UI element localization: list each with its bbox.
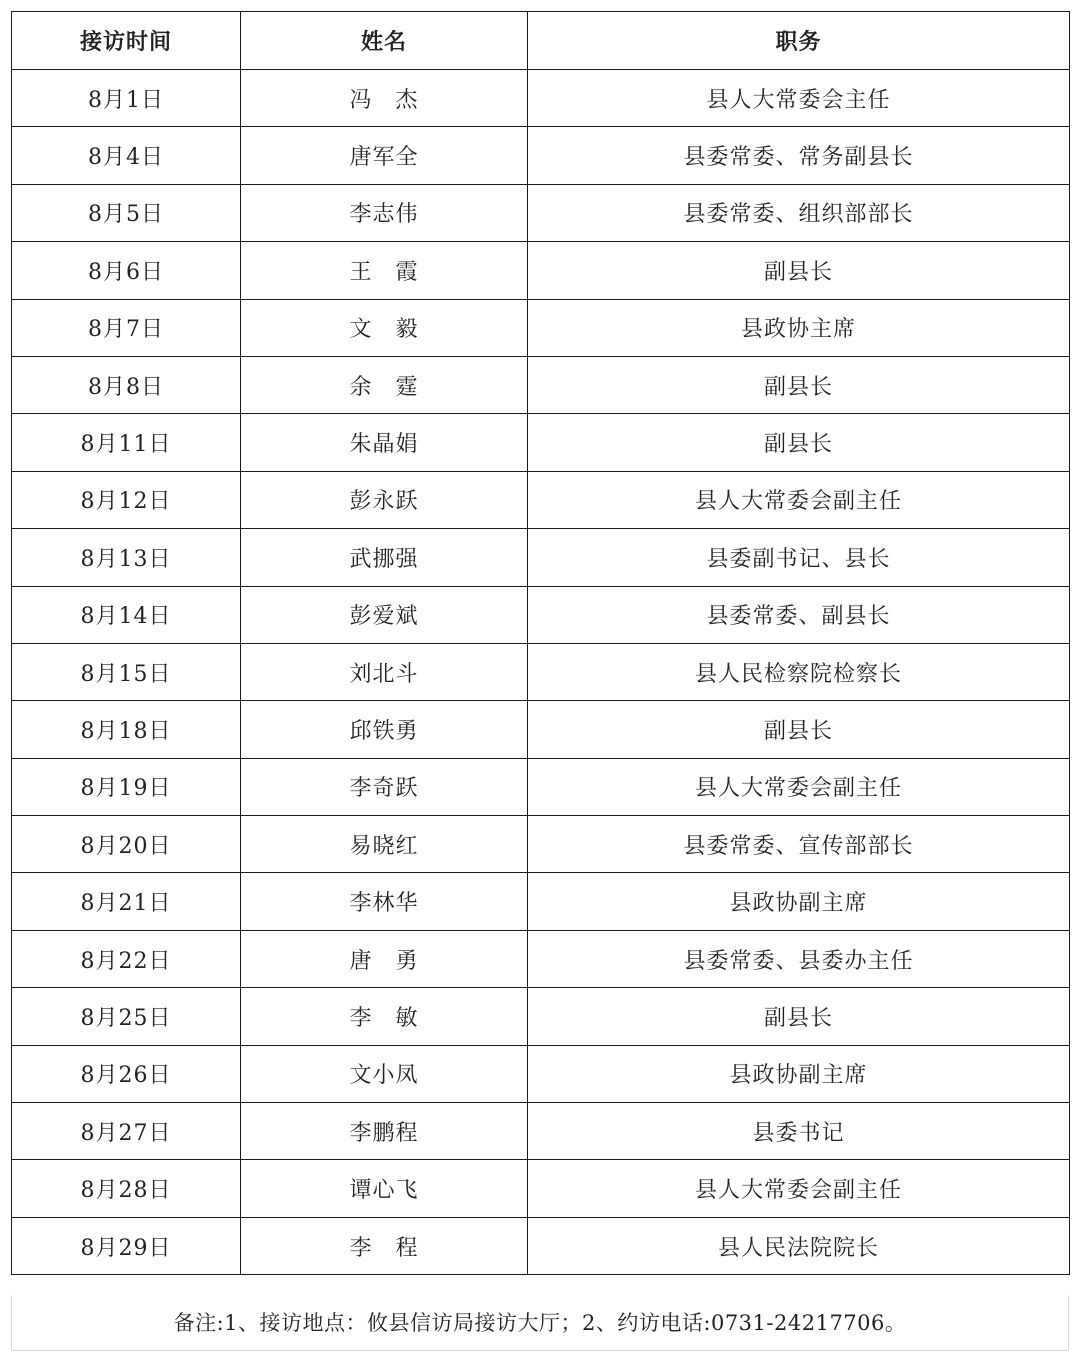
date-cell: 8月12日 bbox=[12, 471, 241, 528]
duty-cell: 县人民检察院检察长 bbox=[528, 643, 1070, 700]
duty-cell: 县委书记 bbox=[528, 1103, 1070, 1160]
date-cell: 8月18日 bbox=[12, 701, 241, 758]
name-cell: 彭爱斌 bbox=[241, 586, 528, 643]
date-cell: 8月11日 bbox=[12, 414, 241, 471]
table-row bbox=[12, 701, 1070, 758]
table-row bbox=[12, 758, 1070, 815]
table-row bbox=[12, 988, 1070, 1045]
table-row bbox=[12, 242, 1070, 299]
duty-cell: 县人大常委会主任 bbox=[528, 70, 1070, 127]
schedule-sheet bbox=[11, 11, 1069, 1275]
duty-cell: 县人大常委会副主任 bbox=[528, 471, 1070, 528]
name-cell: 李志伟 bbox=[241, 184, 528, 241]
name-cell: 武挪强 bbox=[241, 529, 528, 586]
duty-cell: 县委副书记、县长 bbox=[528, 529, 1070, 586]
name-cell: 谭心飞 bbox=[241, 1160, 528, 1217]
duty-cell: 县委常委、宣传部部长 bbox=[528, 816, 1070, 873]
duty-cell: 县人大常委会副主任 bbox=[528, 758, 1070, 815]
table-row bbox=[12, 299, 1070, 356]
date-cell: 8月19日 bbox=[12, 758, 241, 815]
duty-cell: 副县长 bbox=[528, 701, 1070, 758]
table-row bbox=[12, 1103, 1070, 1160]
name-cell: 李林华 bbox=[241, 873, 528, 930]
duty-cell: 县委常委、常务副县长 bbox=[528, 127, 1070, 184]
header-row bbox=[12, 12, 1070, 70]
name-cell: 文小凤 bbox=[241, 1045, 528, 1102]
date-cell: 8月1日 bbox=[12, 70, 241, 127]
table-row bbox=[12, 816, 1070, 873]
date-cell: 8月15日 bbox=[12, 643, 241, 700]
table-row bbox=[12, 471, 1070, 528]
date-cell: 8月8日 bbox=[12, 356, 241, 413]
table-row bbox=[12, 184, 1070, 241]
duty-cell: 县政协副主席 bbox=[528, 873, 1070, 930]
date-cell: 8月21日 bbox=[12, 873, 241, 930]
date-cell: 8月7日 bbox=[12, 299, 241, 356]
duty-cell: 副县长 bbox=[528, 356, 1070, 413]
date-cell: 8月28日 bbox=[12, 1160, 241, 1217]
table-row bbox=[12, 529, 1070, 586]
table-row bbox=[12, 1045, 1070, 1102]
duty-cell: 县人大常委会副主任 bbox=[528, 1160, 1070, 1217]
duty-cell: 副县长 bbox=[528, 242, 1070, 299]
table-row bbox=[12, 356, 1070, 413]
reception-schedule-table bbox=[11, 11, 1070, 1275]
duty-cell: 副县长 bbox=[528, 988, 1070, 1045]
table-row bbox=[12, 127, 1070, 184]
date-cell: 8月25日 bbox=[12, 988, 241, 1045]
table-row bbox=[12, 930, 1070, 987]
name-cell: 李奇跃 bbox=[241, 758, 528, 815]
date-cell: 8月27日 bbox=[12, 1103, 241, 1160]
header-date: 接访时间 bbox=[12, 12, 241, 70]
duty-cell: 县政协副主席 bbox=[528, 1045, 1070, 1102]
date-cell: 8月22日 bbox=[12, 930, 241, 987]
duty-cell: 县委常委、组织部部长 bbox=[528, 184, 1070, 241]
date-cell: 8月20日 bbox=[12, 816, 241, 873]
date-cell: 8月13日 bbox=[12, 529, 241, 586]
table-row bbox=[12, 1160, 1070, 1217]
duty-cell: 县委常委、县委办主任 bbox=[528, 930, 1070, 987]
header-duty: 职务 bbox=[528, 12, 1070, 70]
duty-cell: 县委常委、副县长 bbox=[528, 586, 1070, 643]
table-header bbox=[12, 12, 1070, 70]
table-row bbox=[12, 586, 1070, 643]
name-cell: 李 敏 bbox=[241, 988, 528, 1045]
name-cell: 李鹏程 bbox=[241, 1103, 528, 1160]
name-cell: 邱铁勇 bbox=[241, 701, 528, 758]
name-cell: 李 程 bbox=[241, 1217, 528, 1274]
table-row bbox=[12, 70, 1070, 127]
date-cell: 8月6日 bbox=[12, 242, 241, 299]
name-cell: 唐军全 bbox=[241, 127, 528, 184]
name-cell: 唐 勇 bbox=[241, 930, 528, 987]
duty-cell: 副县长 bbox=[528, 414, 1070, 471]
date-cell: 8月14日 bbox=[12, 586, 241, 643]
name-cell: 朱晶娟 bbox=[241, 414, 528, 471]
table-row bbox=[12, 1217, 1070, 1274]
footnote: 备注:1、接访地点：攸县信访局接访大厅；2、约访电话:0731-24217706。 bbox=[11, 1295, 1069, 1351]
table-row bbox=[12, 873, 1070, 930]
date-cell: 8月4日 bbox=[12, 127, 241, 184]
duty-cell: 县政协主席 bbox=[528, 299, 1070, 356]
duty-cell: 县人民法院院长 bbox=[528, 1217, 1070, 1274]
date-cell: 8月29日 bbox=[12, 1217, 241, 1274]
header-name: 姓名 bbox=[241, 12, 528, 70]
date-cell: 8月26日 bbox=[12, 1045, 241, 1102]
date-cell: 8月5日 bbox=[12, 184, 241, 241]
name-cell: 彭永跃 bbox=[241, 471, 528, 528]
name-cell: 余 霆 bbox=[241, 356, 528, 413]
name-cell: 刘北斗 bbox=[241, 643, 528, 700]
table-body bbox=[12, 70, 1070, 1275]
table-row bbox=[12, 414, 1070, 471]
name-cell: 王 霞 bbox=[241, 242, 528, 299]
table-row bbox=[12, 643, 1070, 700]
name-cell: 易晓红 bbox=[241, 816, 528, 873]
name-cell: 冯 杰 bbox=[241, 70, 528, 127]
name-cell: 文 毅 bbox=[241, 299, 528, 356]
